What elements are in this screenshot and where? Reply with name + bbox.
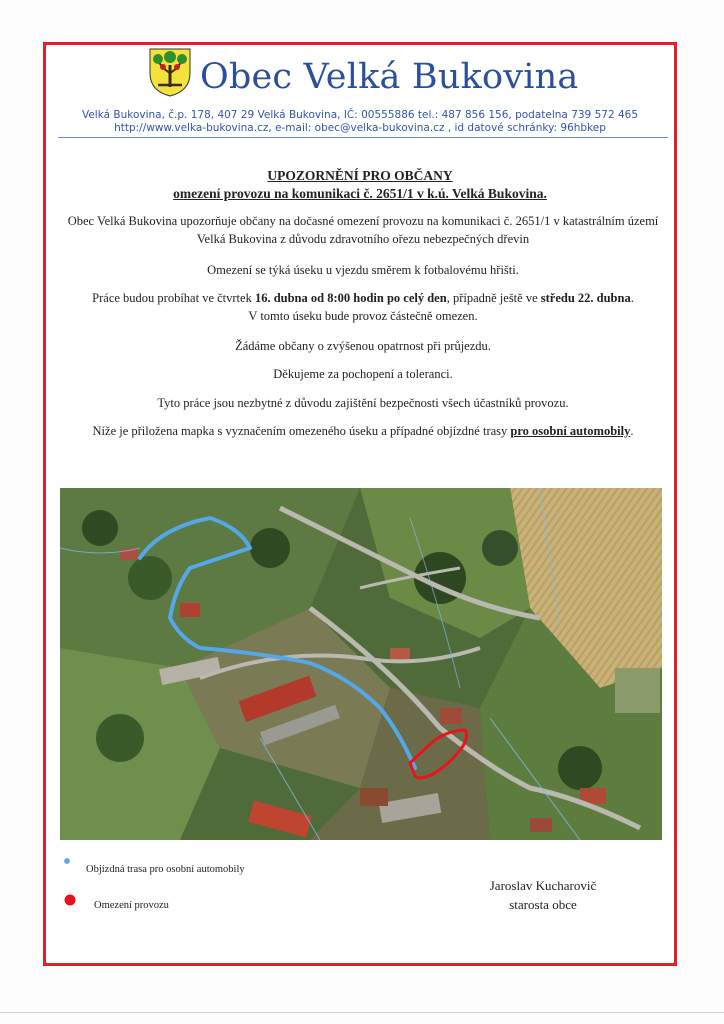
schedule-text-1: Práce budou probíhat ve čtvrtek	[92, 291, 255, 305]
aerial-map	[60, 488, 662, 840]
map-note-emphasis: pro osobní automobily	[510, 424, 631, 438]
village-title: Obec Velká Bukovina	[200, 57, 579, 97]
header-divider	[58, 137, 668, 138]
paragraph-map-note	[58, 423, 668, 440]
signature-role: starosta obce	[509, 897, 577, 912]
restriction-legend-label: Omezení provozu	[94, 900, 169, 911]
page-bottom-edge	[0, 1012, 724, 1013]
paragraph-schedule-line2: V tomto úseku bude provoz částečně omezen.	[248, 309, 478, 323]
paragraph-reason: Tyto práce jsou nezbytné z důvodu zajištění bezpečnosti všech účastníků provozu.	[157, 396, 569, 410]
map-note-end: .	[630, 424, 634, 438]
schedule-text-2: , případně ještě ve	[446, 291, 541, 305]
paragraph-intro-line1: Obec Velká Bukovina upozorňuje občany na dočasné omezení provozu na komunikaci č. 2651/1 v katastrálním území	[67, 214, 659, 228]
schedule-text-3: .	[630, 291, 634, 305]
detour-legend-label: Objízdná trasa pro osobní automobily	[86, 864, 245, 875]
paragraph-section: Omezení se týká úseku u vjezdu směrem k fotbalovému hřišti.	[207, 263, 519, 277]
paragraph-intro-line2: Velká Bukovina z důvodu zdravotního ořezu nebezpečných dřevin	[196, 232, 530, 246]
paragraph-thanks: Děkujeme za pochopení a toleranci.	[273, 367, 453, 381]
map-note-text: Níže je přiložena mapka s vyznačením omezeného úseku a případné objízdné trasy	[92, 424, 511, 438]
notice-heading: UPOZORNĚNÍ PRO OBČANY	[267, 168, 453, 183]
village-crest-icon	[148, 47, 192, 97]
contact-line-web: http://www.velka-bukovina.cz, e-mail: obec@velka-bukovina.cz , id datové schránky: 96hbkep	[114, 122, 606, 134]
paragraph-schedule	[58, 290, 668, 307]
schedule-date-2: středu 22. dubna	[540, 291, 631, 305]
paragraph-caution: Žádáme občany o zvýšenou opatrnost při průjezdu.	[235, 339, 491, 353]
contact-line-address: Velká Bukovina, č.p. 178, 407 29 Velká Bukovina, IČ: 00555886 tel.: 487 856 156, podatelna 739 572 465	[81, 109, 638, 121]
restriction-legend-marker	[64, 894, 76, 906]
signature-name: Jaroslav Kucharovič	[489, 878, 597, 893]
detour-legend-marker	[64, 858, 70, 864]
notice-subheading: omezení provozu na komunikaci č. 2651/1 v k.ú. Velká Bukovina.	[173, 186, 547, 201]
schedule-date-1: 16. dubna od 8:00 hodin po celý den	[254, 291, 447, 305]
